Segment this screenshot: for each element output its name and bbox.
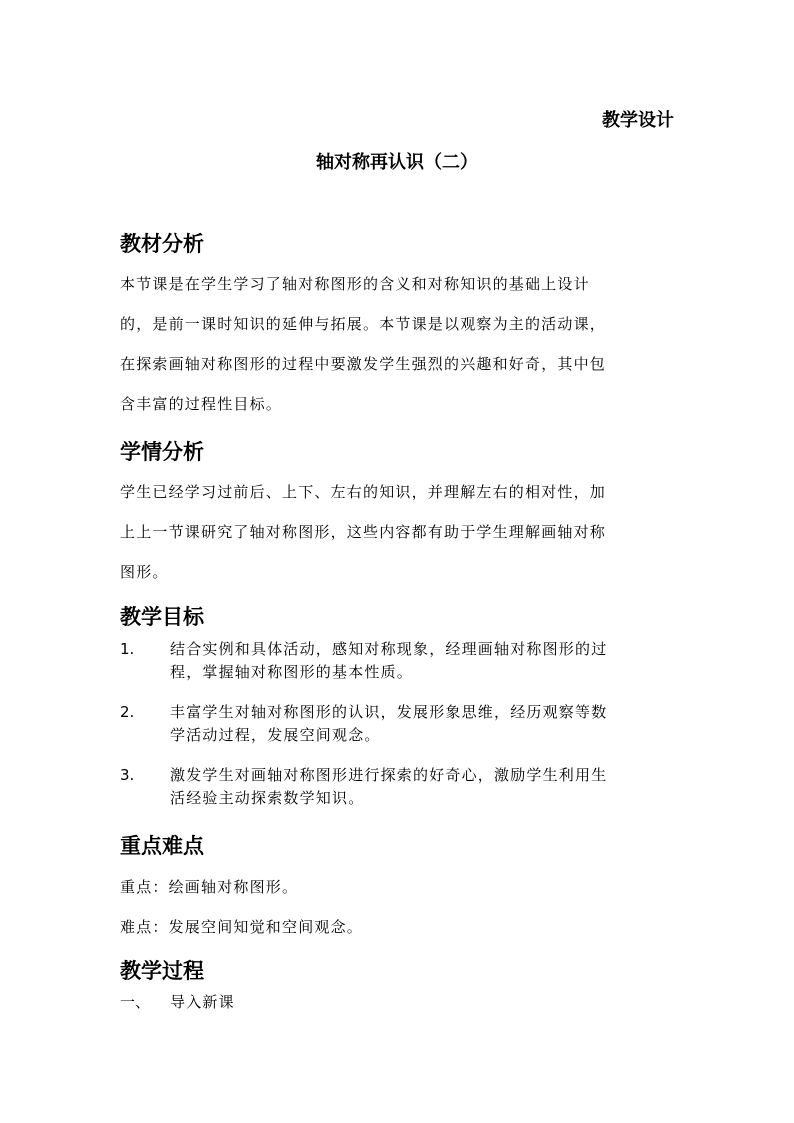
document-label: 教学设计 — [602, 110, 674, 131]
paragraph-line: 图形。 — [120, 563, 169, 581]
section-heading-process: 教学过程 — [120, 959, 204, 983]
paragraph-line: 含丰富的过程性目标。 — [120, 395, 283, 413]
paragraph-line: 上上一节课研究了轴对称图形，这些内容都有助于学生理解画轴对称 — [120, 523, 607, 541]
paragraph-line: 本节课是在学生学习了轴对称图形的含义和对称知识的基础上设计 — [120, 275, 590, 293]
materials-paragraph — [120, 264, 680, 424]
list-item-line: 激发学生对画轴对称图形进行探索的好奇心，激励学生利用生 — [170, 766, 608, 784]
focus-line: 重点：绘画轴对称图形。 — [120, 878, 299, 896]
list-item-line: 活经验主动探索数学知识。 — [170, 789, 365, 807]
paragraph-line: 的，是前一课时知识的延伸与拓展。本节课是以观察为主的活动课， — [120, 315, 607, 333]
section-heading-materials: 教材分析 — [120, 232, 204, 256]
paragraph-line: 在探索画轴对称图形的过程中要激发学生强烈的兴趣和好奇，其中包 — [120, 355, 607, 373]
list-item-number: 2. — [120, 703, 135, 721]
paragraph-line: 学生已经学习过前后、上下、左右的知识，并理解左右的相对性，加 — [120, 483, 607, 501]
list-item-line: 学活动过程，发展空间观念。 — [170, 726, 381, 744]
list-item-number: 3. — [120, 766, 135, 784]
section-heading-students: 学情分析 — [120, 440, 204, 464]
list-item — [120, 764, 680, 810]
list-item-line: 丰富学生对轴对称图形的认识，发展形象思维，经历观察等数 — [170, 703, 608, 721]
section-heading-keypoints: 重点难点 — [120, 834, 204, 858]
list-item-line: 程，掌握轴对称图形的基本性质。 — [170, 663, 414, 681]
goals-list — [120, 638, 680, 827]
list-item-number: 1. — [120, 640, 135, 658]
list-item-line: 结合实例和具体活动，感知对称现象，经理画轴对称图形的过 — [170, 640, 608, 658]
section-heading-goals: 教学目标 — [120, 605, 204, 629]
difficulty-line: 难点：发展空间知觉和空间观念。 — [120, 918, 364, 936]
students-paragraph — [120, 472, 680, 592]
list-item — [120, 701, 680, 747]
step-number: 一、 — [120, 993, 151, 1011]
step-label: 导入新课 — [170, 993, 235, 1011]
page-title: 轴对称再认识（二） — [316, 152, 478, 173]
list-item — [120, 638, 680, 684]
